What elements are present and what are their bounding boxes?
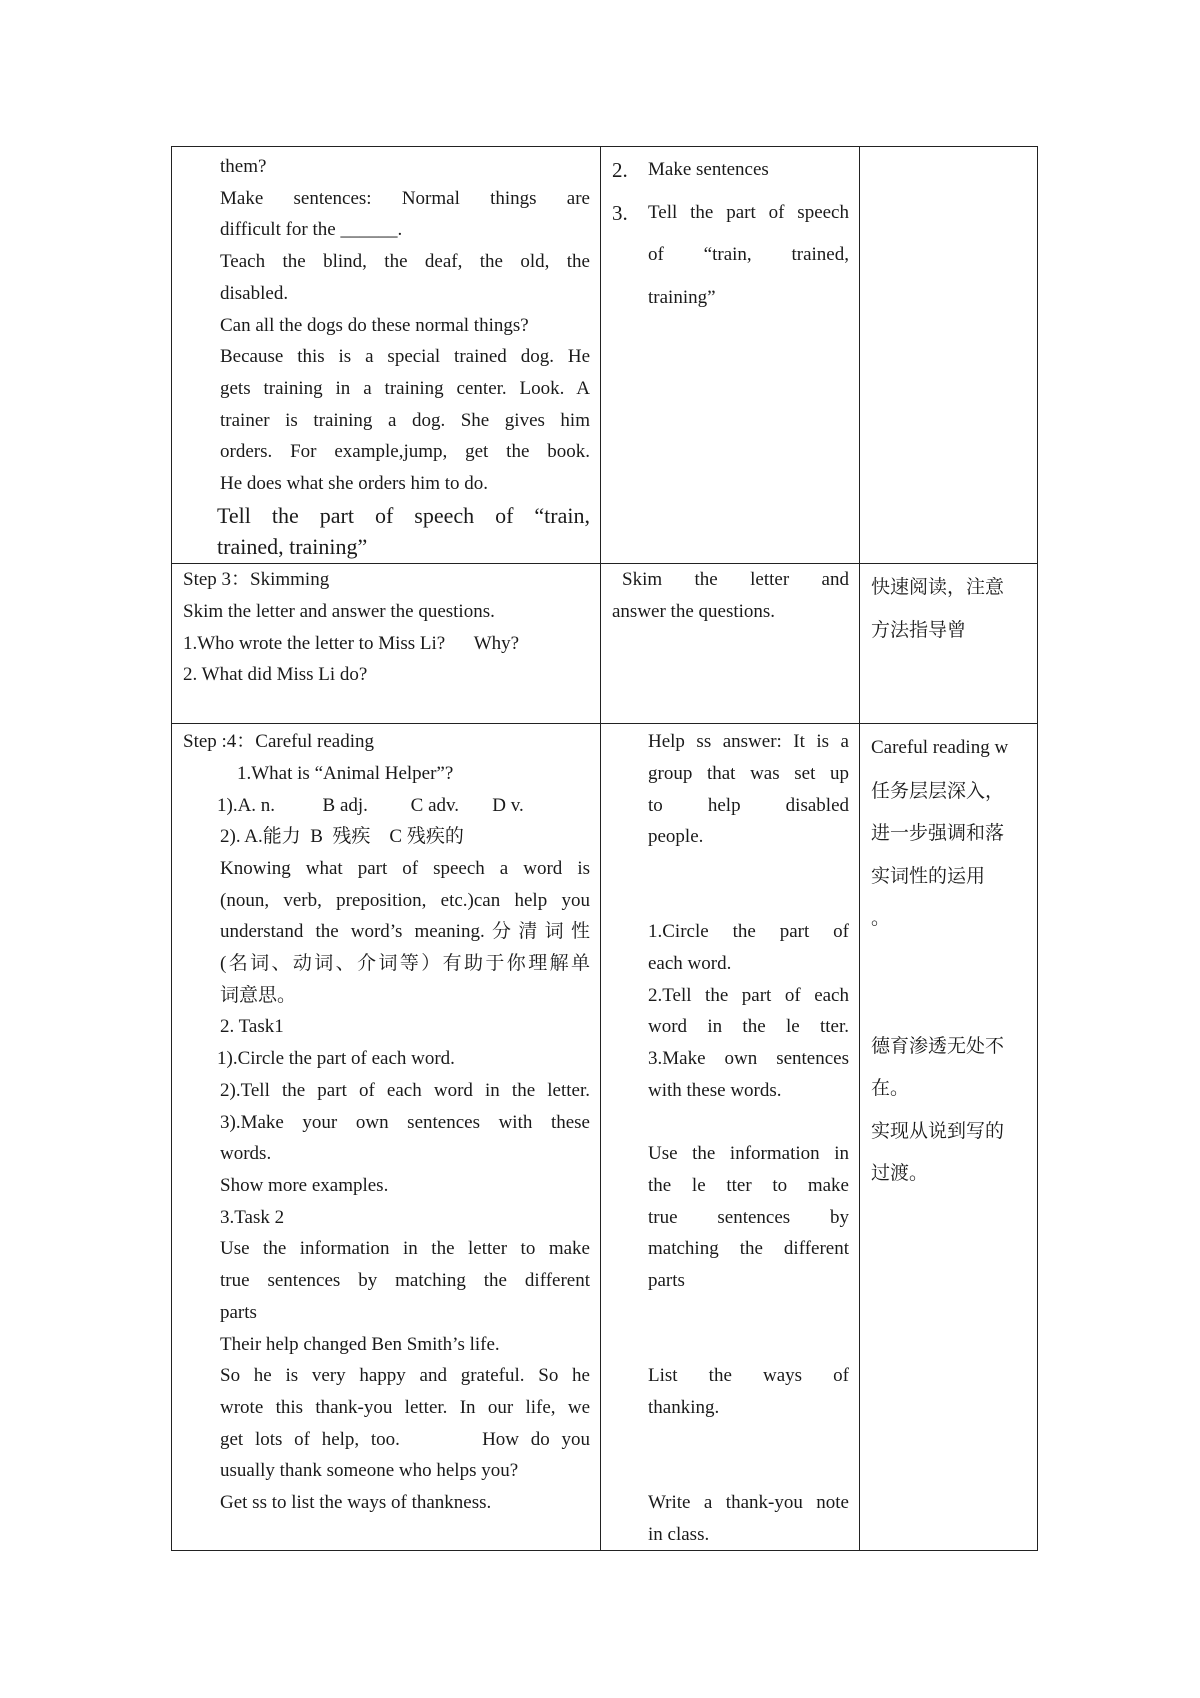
- text-line: 1.Circle the part of: [648, 921, 849, 943]
- student-activity-cell: [601, 564, 860, 724]
- item-text: Make sentences: [648, 159, 769, 180]
- text-line: words.: [220, 1143, 272, 1165]
- text-line: 1).Circle the part of each word.: [217, 1048, 455, 1070]
- text-line: 3.Make own sentences: [648, 1048, 849, 1070]
- text-line: (noun, verb, preposition, etc.)can help you: [220, 889, 590, 911]
- text-line: 2). A.能力 B 残疾 C 残疾的: [220, 826, 464, 848]
- text-line: Their help changed Ben Smith’s life.: [220, 1333, 500, 1355]
- text-line: Help ss answer: It is a: [648, 731, 849, 753]
- text-line: 2. Task1: [220, 1016, 284, 1038]
- numbered-item: [601, 192, 859, 235]
- text-line: Tell the part of speech of “train,: [217, 502, 590, 528]
- text-line: wrote this thank-you letter. In our life, we: [220, 1396, 590, 1418]
- item-number: 2.: [612, 158, 628, 182]
- text-line: Use the information in the letter to make: [220, 1238, 590, 1260]
- text-line: gets training in a training center. Look. A: [220, 377, 590, 399]
- text-line: answer the questions.: [612, 600, 776, 622]
- design-intent-cell: [860, 724, 1038, 1551]
- text-line: Because this is a special trained dog. He: [220, 346, 590, 368]
- text-line: difficult for the ______.: [220, 219, 403, 241]
- text-line: Get ss to list the ways of thankness.: [220, 1492, 492, 1514]
- student-activity-cell: [601, 724, 860, 1551]
- text-line: Careful reading w: [871, 737, 1009, 759]
- text-line: 1).A. n. B adj. C adv. D v.: [217, 794, 524, 816]
- text-line: 在。: [871, 1077, 910, 1100]
- text-line: 快速阅读，注意: [871, 576, 1005, 599]
- item-text: Tell the part of speech: [648, 201, 849, 223]
- text-line: 实词性的运用: [871, 864, 986, 887]
- text-line: 进一步强调和落: [871, 822, 1005, 845]
- text-line: 任务层层深入，: [871, 779, 1005, 802]
- text-line: thanking.: [648, 1396, 720, 1418]
- text-line: 方法指导曾: [871, 618, 967, 641]
- text-line: disabled.: [220, 282, 289, 304]
- teacher-activity-cell: [172, 724, 601, 1551]
- text-line: Teach the blind, the deaf, the old, the: [220, 251, 590, 273]
- table-row: [172, 147, 1038, 564]
- item-text: of “train, trained,: [648, 244, 849, 265]
- text-line: in class.: [648, 1523, 710, 1545]
- text-line: understand the word’s meaning.分清词性: [220, 921, 590, 943]
- text-line: 2. What did Miss Li do?: [183, 664, 368, 686]
- text-line: trained, training”: [217, 534, 368, 560]
- spacer: [601, 1328, 859, 1360]
- text-line: usually thank someone who helps you?: [220, 1460, 519, 1482]
- text-line: true sentences by matching the different: [220, 1270, 590, 1292]
- step-heading: Step 3：Skimming: [183, 569, 330, 591]
- text-line: List the ways of: [648, 1365, 849, 1387]
- text-line: Use the information in: [648, 1143, 849, 1165]
- text-line: He does what she orders him to do.: [220, 473, 489, 495]
- text-line: 3.Task 2: [220, 1206, 285, 1228]
- text-line: matching the different: [648, 1238, 849, 1260]
- spacer: [601, 1297, 859, 1329]
- text-line: true sentences by: [648, 1206, 849, 1228]
- text-line: 过渡。: [871, 1162, 929, 1185]
- text-line: 2.Tell the part of each: [648, 984, 849, 1006]
- text-line: Knowing what part of speech a word is: [220, 857, 590, 879]
- text-line: trainer is training a dog. She gives him: [220, 409, 590, 431]
- spacer: [601, 1107, 859, 1139]
- student-activity-cell: [601, 147, 860, 564]
- text-line: orders. For example,jump, get the book.: [220, 441, 590, 463]
- text-line: 德育渗透无处不: [871, 1034, 1005, 1057]
- text-line: Show more examples.: [220, 1174, 389, 1196]
- teacher-activity-cell: [172, 564, 601, 724]
- text-line: Skim the letter and: [622, 569, 849, 591]
- text-line: 词意思。: [220, 984, 297, 1006]
- text-line: (名词、动词、介词等）有助于你理解单: [220, 953, 590, 975]
- text-line: Write a thank-you note: [648, 1491, 849, 1513]
- spacer: [860, 940, 1037, 983]
- spacer: [601, 1455, 859, 1487]
- text-line: 1.Who wrote the letter to Miss Li? Why?: [183, 632, 520, 654]
- text-line: people.: [648, 826, 704, 848]
- numbered-item: [601, 149, 859, 192]
- text-line: parts: [220, 1301, 257, 1323]
- text-line: each word.: [648, 953, 732, 975]
- text-line: Can all the dogs do these normal things?: [220, 314, 529, 336]
- text-line: the le tter to make: [648, 1174, 849, 1196]
- text-line: 。: [871, 907, 891, 930]
- text-line: 3).Make your own sentences with these: [220, 1111, 590, 1133]
- design-intent-cell: [860, 564, 1038, 724]
- text-line: 1.What is “Animal Helper”?: [237, 762, 454, 784]
- text-line: group that was set up: [648, 762, 849, 784]
- text-line: to help disabled: [648, 794, 849, 816]
- item-number: 3.: [612, 200, 628, 225]
- spacer: [601, 1424, 859, 1456]
- design-intent-cell: [860, 147, 1038, 564]
- lesson-plan-table: [171, 146, 1038, 1551]
- spacer: [601, 885, 859, 917]
- text-line: Skim the letter and answer the questions.: [183, 600, 495, 622]
- text-line: with these words.: [648, 1079, 782, 1101]
- text-line: get lots of help, too. How do you: [220, 1428, 590, 1450]
- spacer: [601, 853, 859, 885]
- table-row: [172, 564, 1038, 724]
- text-line: parts: [648, 1270, 685, 1292]
- teacher-activity-cell: [172, 147, 601, 564]
- item-text: training”: [648, 286, 716, 308]
- step-heading: Step :4：Careful reading: [183, 731, 375, 753]
- text-line: So he is very happy and grateful. So he: [220, 1365, 590, 1387]
- text-line: word in the le tter.: [648, 1016, 849, 1038]
- text-line: 实现从说到写的: [871, 1119, 1005, 1142]
- text-line: them?: [220, 156, 267, 177]
- text-line: Make sentences: Normal things are: [220, 187, 590, 209]
- table-row: [172, 724, 1038, 1551]
- spacer: [860, 982, 1037, 1025]
- text-line: 2).Tell the part of each word in the letter.: [220, 1079, 590, 1101]
